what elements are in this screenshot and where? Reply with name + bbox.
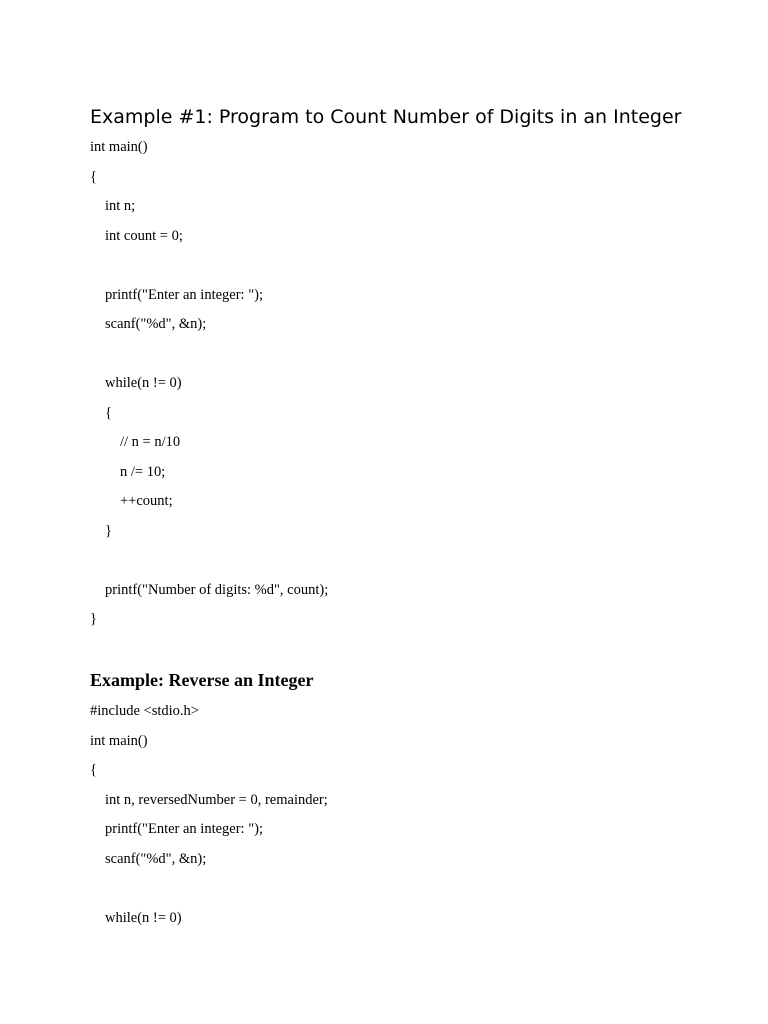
code-line: printf("Enter an integer: "); — [105, 286, 263, 303]
code-line: } — [90, 611, 97, 627]
code-line-blank — [90, 550, 328, 580]
code-line: { — [105, 404, 112, 421]
code-line: scanf("%d", &n); — [105, 850, 207, 867]
example1-code-block — [90, 137, 328, 639]
example2-code-block — [90, 701, 328, 937]
code-line-blank — [90, 878, 328, 908]
code-line: int n; — [105, 198, 136, 214]
code-line: // n = n/10 — [120, 434, 181, 450]
code-line: int n, reversedNumber = 0, remainder; — [105, 791, 328, 808]
code-line: { — [90, 762, 97, 778]
code-line: ++count; — [120, 493, 173, 509]
code-line: while(n != 0) — [105, 375, 182, 391]
code-line: scanf("%d", &n); — [105, 316, 207, 332]
example2-heading: Example: Reverse an Integer — [90, 670, 314, 690]
code-line: #include <stdio.h> — [90, 703, 199, 719]
code-line: } — [105, 522, 112, 539]
code-line: printf("Enter an integer: "); — [105, 821, 263, 837]
example1-heading: Example #1: Program to Count Number of Digits in an Integer — [90, 106, 682, 128]
code-line: { — [90, 168, 97, 185]
code-line: int count = 0; — [105, 227, 183, 244]
code-line: int main() — [90, 732, 148, 749]
code-line: printf("Number of digits: %d", count); — [105, 581, 329, 598]
code-line-blank — [90, 344, 328, 374]
code-line: n /= 10; — [120, 463, 166, 480]
code-line-blank — [90, 255, 328, 285]
code-line: while(n != 0) — [105, 909, 182, 926]
code-line: int main() — [90, 139, 148, 155]
